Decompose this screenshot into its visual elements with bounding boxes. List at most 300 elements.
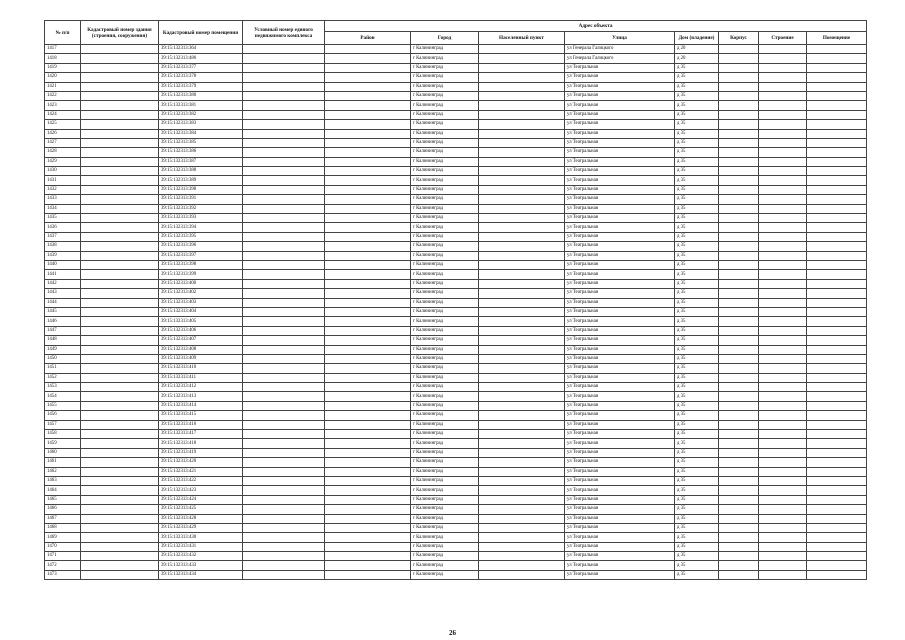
- cell-premise-cadastral: 39:15:132313:432: [159, 552, 243, 561]
- cell-complex-number: [243, 505, 325, 514]
- cell-street: ул Театральная: [565, 82, 675, 91]
- cell-street: ул Театральная: [565, 317, 675, 326]
- cell-stroenie: [759, 45, 807, 54]
- cell-premise-cadastral: 39:15:132313:412: [159, 383, 243, 392]
- cell-district: [325, 364, 411, 373]
- cell-korpus: [719, 82, 759, 91]
- cell-stroenie: [759, 354, 807, 363]
- cell-district: [325, 439, 411, 448]
- cell-room: [807, 561, 867, 570]
- header-complex-number: Условный номер единого недвижимого комплекса: [243, 21, 325, 45]
- cell-num: 1448: [45, 336, 81, 345]
- cell-complex-number: [243, 533, 325, 542]
- cell-num: 1464: [45, 486, 81, 495]
- table-row: [45, 232, 867, 241]
- cell-premise-cadastral: 39:15:132313:380: [159, 91, 243, 100]
- table-row: [45, 326, 867, 335]
- cell-district: [325, 63, 411, 72]
- cell-complex-number: [243, 223, 325, 232]
- cell-korpus: [719, 307, 759, 316]
- cell-stroenie: [759, 533, 807, 542]
- cell-korpus: [719, 552, 759, 561]
- cell-korpus: [719, 420, 759, 429]
- cell-house: д 35: [675, 345, 719, 354]
- cell-num: 1427: [45, 138, 81, 147]
- cell-stroenie: [759, 326, 807, 335]
- cell-street: ул Театральная: [565, 279, 675, 288]
- cell-district: [325, 448, 411, 457]
- table-row: [45, 54, 867, 63]
- cell-complex-number: [243, 232, 325, 241]
- cell-room: [807, 317, 867, 326]
- cell-room: [807, 458, 867, 467]
- cell-building-cadastral: [81, 486, 159, 495]
- cell-settlement: [479, 204, 565, 213]
- cell-house: д 35: [675, 411, 719, 420]
- cell-complex-number: [243, 373, 325, 382]
- cell-city: г Калининград: [411, 420, 479, 429]
- cell-settlement: [479, 129, 565, 138]
- cell-settlement: [479, 486, 565, 495]
- cell-room: [807, 289, 867, 298]
- cell-korpus: [719, 279, 759, 288]
- cell-city: г Калининград: [411, 270, 479, 279]
- cell-room: [807, 63, 867, 72]
- cell-room: [807, 307, 867, 316]
- cell-room: [807, 214, 867, 223]
- table-row: [45, 82, 867, 91]
- cell-city: г Калининград: [411, 354, 479, 363]
- cell-city: г Калининград: [411, 373, 479, 382]
- cell-city: г Калининград: [411, 298, 479, 307]
- cell-house: д 35: [675, 570, 719, 579]
- cell-building-cadastral: [81, 542, 159, 551]
- cell-settlement: [479, 317, 565, 326]
- cell-stroenie: [759, 63, 807, 72]
- table-row: [45, 458, 867, 467]
- cell-city: г Калининград: [411, 148, 479, 157]
- cell-num: 1454: [45, 392, 81, 401]
- cell-premise-cadastral: 39:15:132313:403: [159, 298, 243, 307]
- cell-premise-cadastral: 39:15:132313:420: [159, 458, 243, 467]
- table-row: [45, 411, 867, 420]
- cell-premise-cadastral: 39:15:132313:414: [159, 401, 243, 410]
- cell-city: г Калининград: [411, 523, 479, 532]
- cell-building-cadastral: [81, 561, 159, 570]
- cell-house: д 35: [675, 176, 719, 185]
- cell-district: [325, 533, 411, 542]
- cell-settlement: [479, 326, 565, 335]
- cell-building-cadastral: [81, 420, 159, 429]
- cell-house: д 35: [675, 533, 719, 542]
- cell-building-cadastral: [81, 401, 159, 410]
- cell-num: 1451: [45, 364, 81, 373]
- cell-street: ул Театральная: [565, 73, 675, 82]
- cell-korpus: [719, 54, 759, 63]
- cell-street: ул Театральная: [565, 505, 675, 514]
- cell-street: ул Театральная: [565, 120, 675, 129]
- cell-num: 1434: [45, 204, 81, 213]
- cell-settlement: [479, 336, 565, 345]
- cell-house: д 35: [675, 120, 719, 129]
- cell-house: д 35: [675, 242, 719, 251]
- cell-district: [325, 214, 411, 223]
- cell-korpus: [719, 110, 759, 119]
- cell-stroenie: [759, 336, 807, 345]
- cell-settlement: [479, 110, 565, 119]
- cell-korpus: [719, 101, 759, 110]
- cell-stroenie: [759, 561, 807, 570]
- cell-premise-cadastral: 39:15:132313:434: [159, 570, 243, 579]
- cell-building-cadastral: [81, 317, 159, 326]
- cell-room: [807, 326, 867, 335]
- cell-district: [325, 326, 411, 335]
- cell-room: [807, 242, 867, 251]
- cell-building-cadastral: [81, 232, 159, 241]
- cell-complex-number: [243, 523, 325, 532]
- cell-complex-number: [243, 354, 325, 363]
- cell-house: д 35: [675, 552, 719, 561]
- cell-premise-cadastral: 39:15:132313:433: [159, 561, 243, 570]
- cell-house: д 35: [675, 185, 719, 194]
- cell-district: [325, 298, 411, 307]
- cell-room: [807, 232, 867, 241]
- cell-stroenie: [759, 167, 807, 176]
- cell-building-cadastral: [81, 430, 159, 439]
- cell-complex-number: [243, 401, 325, 410]
- cell-city: г Калининград: [411, 448, 479, 457]
- cell-stroenie: [759, 260, 807, 269]
- cell-settlement: [479, 552, 565, 561]
- cell-city: г Калининград: [411, 458, 479, 467]
- cell-building-cadastral: [81, 176, 159, 185]
- cell-city: г Калининград: [411, 214, 479, 223]
- cell-street: ул Театральная: [565, 214, 675, 223]
- table-body: [45, 45, 867, 580]
- cell-building-cadastral: [81, 120, 159, 129]
- cell-house: д 35: [675, 467, 719, 476]
- cell-street: ул Театральная: [565, 63, 675, 72]
- cell-room: [807, 430, 867, 439]
- cell-stroenie: [759, 552, 807, 561]
- cell-street: ул Театральная: [565, 167, 675, 176]
- cell-settlement: [479, 476, 565, 485]
- cell-settlement: [479, 195, 565, 204]
- cell-complex-number: [243, 45, 325, 54]
- cell-city: г Калининград: [411, 91, 479, 100]
- cell-premise-cadastral: 39:15:132313:384: [159, 129, 243, 138]
- cell-num: 1473: [45, 570, 81, 579]
- cell-stroenie: [759, 495, 807, 504]
- cell-num: 1439: [45, 251, 81, 260]
- cell-premise-cadastral: 39:15:132313:377: [159, 63, 243, 72]
- cell-settlement: [479, 157, 565, 166]
- cell-complex-number: [243, 326, 325, 335]
- cell-city: г Калининград: [411, 120, 479, 129]
- cell-room: [807, 411, 867, 420]
- header-address: Адрес объекта: [325, 21, 867, 32]
- cell-district: [325, 401, 411, 410]
- cell-num: 1463: [45, 476, 81, 485]
- cell-premise-cadastral: 39:15:132313:405: [159, 317, 243, 326]
- cell-house: д 35: [675, 364, 719, 373]
- cell-settlement: [479, 63, 565, 72]
- cell-complex-number: [243, 345, 325, 354]
- cell-street: ул Театральная: [565, 486, 675, 495]
- cell-num: 1452: [45, 373, 81, 382]
- cell-settlement: [479, 561, 565, 570]
- cell-street: ул Театральная: [565, 336, 675, 345]
- table-row: [45, 91, 867, 100]
- cell-room: [807, 570, 867, 579]
- cell-complex-number: [243, 73, 325, 82]
- cell-korpus: [719, 270, 759, 279]
- table-row: [45, 176, 867, 185]
- cell-building-cadastral: [81, 157, 159, 166]
- cell-house: д 35: [675, 392, 719, 401]
- cell-korpus: [719, 63, 759, 72]
- cell-building-cadastral: [81, 289, 159, 298]
- cell-room: [807, 448, 867, 457]
- cell-complex-number: [243, 411, 325, 420]
- cell-num: 1438: [45, 242, 81, 251]
- cell-room: [807, 110, 867, 119]
- header-district: Район: [325, 32, 411, 45]
- cell-city: г Калининград: [411, 383, 479, 392]
- cell-house: д 35: [675, 307, 719, 316]
- cell-settlement: [479, 495, 565, 504]
- cell-settlement: [479, 505, 565, 514]
- cell-house: д 35: [675, 542, 719, 551]
- cell-building-cadastral: [81, 73, 159, 82]
- cell-num: 1441: [45, 270, 81, 279]
- cell-korpus: [719, 486, 759, 495]
- cell-korpus: [719, 185, 759, 194]
- cell-premise-cadastral: 39:15:132313:486: [159, 54, 243, 63]
- cell-district: [325, 120, 411, 129]
- table-row: [45, 467, 867, 476]
- cell-settlement: [479, 242, 565, 251]
- cell-house: д 35: [675, 270, 719, 279]
- cell-stroenie: [759, 392, 807, 401]
- cell-stroenie: [759, 129, 807, 138]
- cell-num: 1418: [45, 54, 81, 63]
- cell-korpus: [719, 373, 759, 382]
- cell-stroenie: [759, 476, 807, 485]
- cell-room: [807, 195, 867, 204]
- cell-num: 1419: [45, 63, 81, 72]
- cell-complex-number: [243, 570, 325, 579]
- cell-num: 1417: [45, 45, 81, 54]
- cell-complex-number: [243, 467, 325, 476]
- cell-premise-cadastral: 39:15:132313:411: [159, 373, 243, 382]
- cell-room: [807, 91, 867, 100]
- cell-city: г Калининград: [411, 185, 479, 194]
- cell-settlement: [479, 138, 565, 147]
- cell-stroenie: [759, 420, 807, 429]
- cell-premise-cadastral: 39:15:132313:391: [159, 195, 243, 204]
- table-row: [45, 138, 867, 147]
- cell-premise-cadastral: 39:15:132313:408: [159, 345, 243, 354]
- cell-premise-cadastral: 39:15:132313:418: [159, 439, 243, 448]
- cell-city: г Калининград: [411, 364, 479, 373]
- cell-stroenie: [759, 176, 807, 185]
- cell-building-cadastral: [81, 523, 159, 532]
- cell-korpus: [719, 260, 759, 269]
- cell-korpus: [719, 326, 759, 335]
- table-row: [45, 260, 867, 269]
- cell-city: г Калининград: [411, 204, 479, 213]
- cell-city: г Калининград: [411, 157, 479, 166]
- cell-city: г Калининград: [411, 392, 479, 401]
- cell-room: [807, 251, 867, 260]
- cell-city: г Калининград: [411, 552, 479, 561]
- cell-building-cadastral: [81, 373, 159, 382]
- cell-settlement: [479, 373, 565, 382]
- cell-city: г Калининград: [411, 176, 479, 185]
- cell-stroenie: [759, 373, 807, 382]
- table-row: [45, 448, 867, 457]
- cell-house: д 35: [675, 505, 719, 514]
- registry-table: [44, 20, 867, 580]
- cell-stroenie: [759, 345, 807, 354]
- cell-room: [807, 354, 867, 363]
- cell-house: д 35: [675, 486, 719, 495]
- cell-room: [807, 101, 867, 110]
- cell-street: ул Театральная: [565, 91, 675, 100]
- cell-room: [807, 495, 867, 504]
- cell-house: д 35: [675, 420, 719, 429]
- cell-complex-number: [243, 91, 325, 100]
- cell-building-cadastral: [81, 467, 159, 476]
- table-row: [45, 214, 867, 223]
- cell-street: ул Театральная: [565, 420, 675, 429]
- cell-complex-number: [243, 392, 325, 401]
- cell-complex-number: [243, 439, 325, 448]
- cell-building-cadastral: [81, 279, 159, 288]
- cell-district: [325, 523, 411, 532]
- cell-korpus: [719, 129, 759, 138]
- cell-premise-cadastral: 39:15:132313:415: [159, 411, 243, 420]
- cell-building-cadastral: [81, 82, 159, 91]
- cell-complex-number: [243, 336, 325, 345]
- cell-city: г Калининград: [411, 251, 479, 260]
- cell-street: ул Театральная: [565, 129, 675, 138]
- cell-settlement: [479, 45, 565, 54]
- cell-district: [325, 420, 411, 429]
- cell-house: д 35: [675, 91, 719, 100]
- cell-building-cadastral: [81, 251, 159, 260]
- cell-city: г Калининград: [411, 63, 479, 72]
- cell-room: [807, 204, 867, 213]
- cell-building-cadastral: [81, 392, 159, 401]
- cell-num: 1444: [45, 298, 81, 307]
- cell-building-cadastral: [81, 476, 159, 485]
- table-row: [45, 204, 867, 213]
- cell-complex-number: [243, 289, 325, 298]
- table-row: [45, 307, 867, 316]
- cell-premise-cadastral: 39:15:132313:396: [159, 242, 243, 251]
- cell-premise-cadastral: 39:15:132313:428: [159, 514, 243, 523]
- cell-building-cadastral: [81, 129, 159, 138]
- cell-house: д 35: [675, 523, 719, 532]
- cell-settlement: [479, 185, 565, 194]
- cell-korpus: [719, 364, 759, 373]
- cell-settlement: [479, 439, 565, 448]
- cell-korpus: [719, 430, 759, 439]
- cell-num: 1471: [45, 552, 81, 561]
- cell-num: 1459: [45, 439, 81, 448]
- cell-house: д 35: [675, 167, 719, 176]
- cell-street: ул Театральная: [565, 242, 675, 251]
- cell-num: 1437: [45, 232, 81, 241]
- cell-city: г Калининград: [411, 495, 479, 504]
- cell-premise-cadastral: 39:15:132313:381: [159, 101, 243, 110]
- cell-premise-cadastral: 39:15:132313:395: [159, 232, 243, 241]
- cell-street: ул Театральная: [565, 411, 675, 420]
- cell-street: ул Театральная: [565, 251, 675, 260]
- cell-num: 1469: [45, 533, 81, 542]
- cell-korpus: [719, 251, 759, 260]
- cell-district: [325, 411, 411, 420]
- cell-complex-number: [243, 430, 325, 439]
- cell-district: [325, 251, 411, 260]
- cell-house: д 35: [675, 82, 719, 91]
- cell-premise-cadastral: 39:15:132313:386: [159, 148, 243, 157]
- cell-premise-cadastral: 39:15:132313:387: [159, 157, 243, 166]
- cell-num: 1430: [45, 167, 81, 176]
- cell-complex-number: [243, 148, 325, 157]
- cell-premise-cadastral: 39:15:132313:410: [159, 364, 243, 373]
- cell-settlement: [479, 73, 565, 82]
- header-num: № п/п: [45, 21, 81, 45]
- cell-num: 1449: [45, 345, 81, 354]
- cell-district: [325, 157, 411, 166]
- table-row: [45, 514, 867, 523]
- cell-house: д 35: [675, 401, 719, 410]
- cell-korpus: [719, 176, 759, 185]
- cell-district: [325, 204, 411, 213]
- cell-room: [807, 157, 867, 166]
- cell-stroenie: [759, 439, 807, 448]
- cell-korpus: [719, 336, 759, 345]
- cell-premise-cadastral: 39:15:132313:382: [159, 110, 243, 119]
- cell-settlement: [479, 223, 565, 232]
- cell-num: 1426: [45, 129, 81, 138]
- header-korpus: Корпус: [719, 32, 759, 45]
- cell-complex-number: [243, 204, 325, 213]
- cell-district: [325, 129, 411, 138]
- cell-street: ул Театральная: [565, 439, 675, 448]
- cell-settlement: [479, 260, 565, 269]
- cell-num: 1470: [45, 542, 81, 551]
- table-row: [45, 101, 867, 110]
- header-city: Город: [411, 32, 479, 45]
- cell-street: ул Театральная: [565, 383, 675, 392]
- cell-street: ул Театральная: [565, 364, 675, 373]
- cell-korpus: [719, 411, 759, 420]
- cell-street: ул Театральная: [565, 232, 675, 241]
- table-row: [45, 317, 867, 326]
- cell-complex-number: [243, 495, 325, 504]
- cell-district: [325, 373, 411, 382]
- cell-district: [325, 138, 411, 147]
- cell-premise-cadastral: 39:15:132313:398: [159, 260, 243, 269]
- cell-premise-cadastral: 39:15:132313:413: [159, 392, 243, 401]
- cell-premise-cadastral: 39:15:132313:393: [159, 214, 243, 223]
- table-row: [45, 345, 867, 354]
- cell-stroenie: [759, 101, 807, 110]
